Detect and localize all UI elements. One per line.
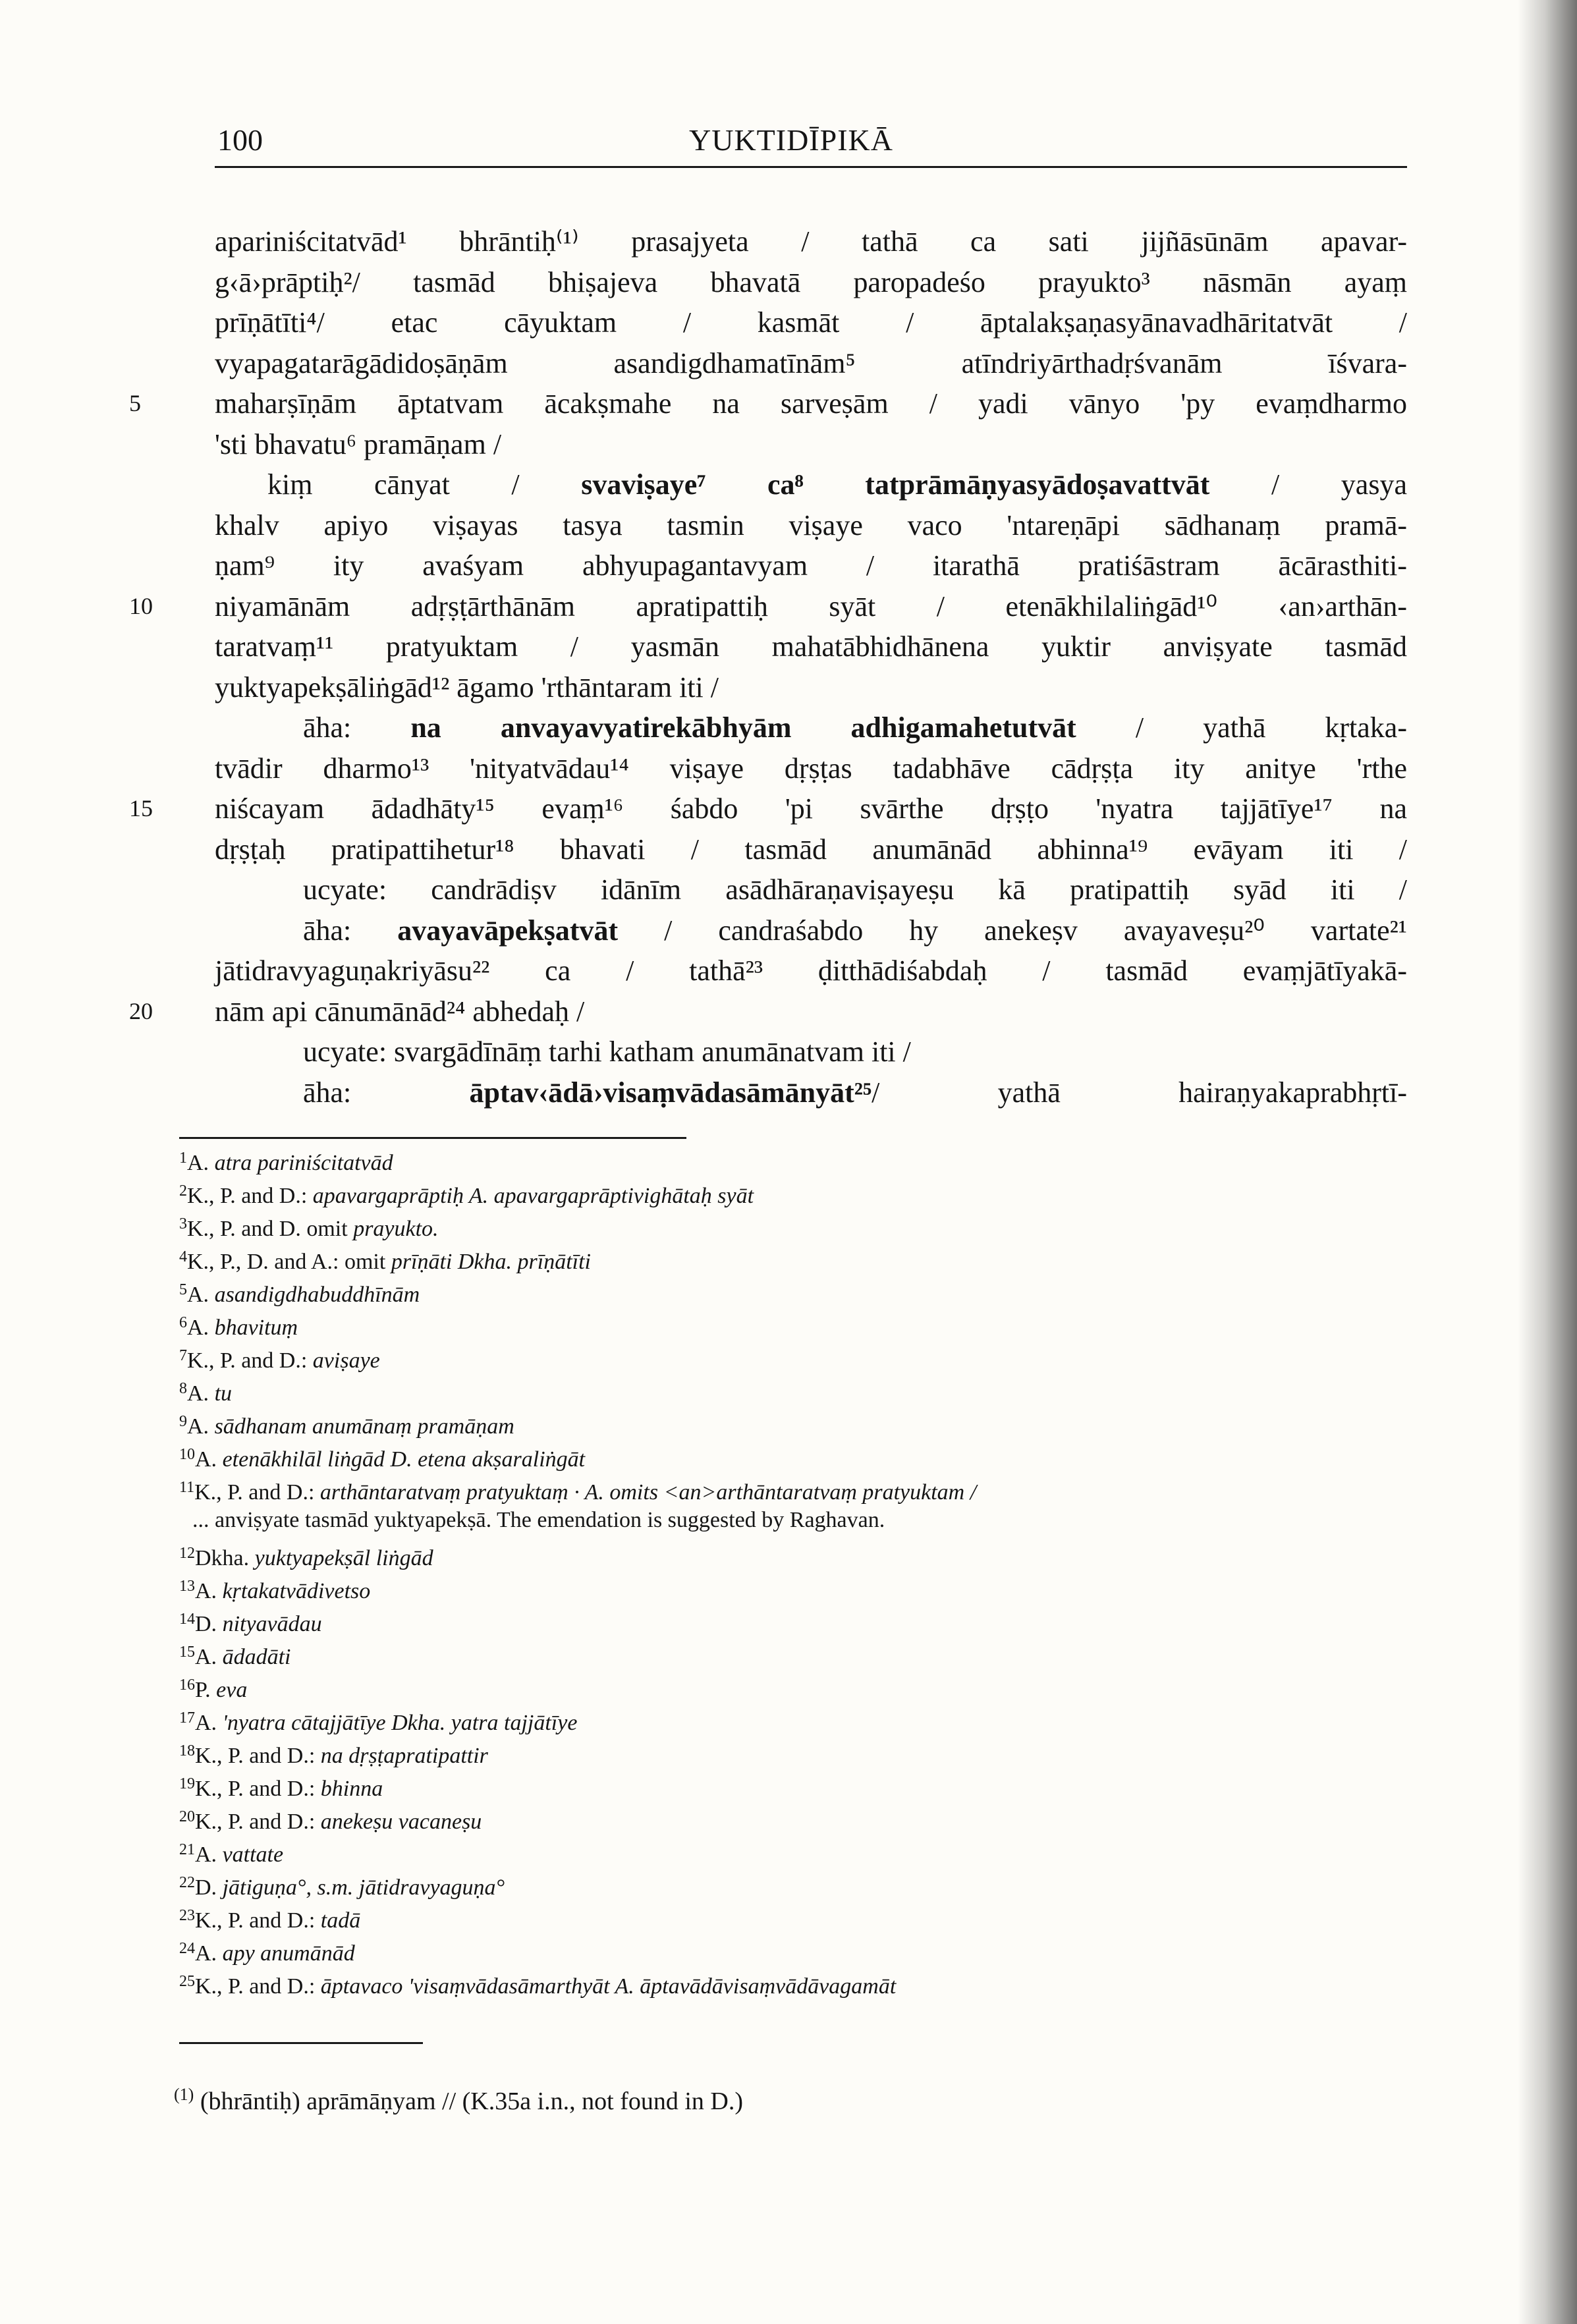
footnote-text: A. apy anumānād: [195, 1941, 355, 1966]
footnote-text: K., P. and D.: arthāntaratvaṃ pratyuktaṃ · A. omits <an>arthāntaratvaṃ pratyuktam /: [194, 1480, 977, 1505]
footnote: [179, 1570, 1404, 1603]
text-line: yuktyapekṣāliṅgād¹² āgamo 'rthāntaram iti /: [215, 671, 719, 704]
footnote: [179, 1438, 1404, 1471]
text-line: taratvaṃ¹¹ pratyuktam / yasmān mahatābhidhānena yuktir anviṣyate tasmād: [215, 630, 1407, 663]
footnote: [179, 1405, 1404, 1438]
running-title: YUKTIDĪPIKĀ: [689, 123, 893, 157]
footnote-text: K., P. and D.: āptavaco 'visaṃvādasāmarthyāt A. āptavādāvisaṃvādāvagamāt: [195, 1974, 897, 1999]
footnote: [179, 1702, 1404, 1734]
footnote-text: A. sādhanam anumānaṃ pramāṇam: [187, 1414, 514, 1439]
page-number: 100: [217, 123, 263, 157]
footnote-text: A. etenākhilāl liṅgād D. etena akṣaraliṅgāt: [195, 1447, 586, 1472]
footnote-text: Dkha. yuktyapekṣāl liṅgād: [195, 1546, 433, 1570]
footnote-number: 19: [179, 1775, 195, 1792]
bottom-note-rule: [179, 2042, 423, 2044]
footnote: [179, 1965, 1404, 1998]
footnote-number: 25: [179, 1973, 195, 1990]
line-number: 10: [129, 592, 153, 619]
footnote-number: 13: [179, 1578, 195, 1595]
bottom-note: [174, 2085, 743, 2116]
footnote: [179, 1339, 1404, 1372]
footnote-text: K., P. and D. omit prayukto.: [187, 1217, 439, 1241]
footnote-number: 12: [179, 1545, 195, 1562]
text-line: āha: āptav‹ādā›visaṃvādasāmānyāt²⁵/ yathā hairaṇyakaprabhṛtī-: [303, 1076, 1407, 1109]
footnote: [179, 1899, 1404, 1932]
footnote: [179, 1833, 1404, 1866]
footnote: [179, 1734, 1404, 1767]
text-line: ṇam⁹ ity avaśyam abhyupagantavyam / itarathā pratiśāstram ācārasthiti-: [215, 549, 1407, 582]
footnote-text: A. vattate: [195, 1842, 284, 1867]
footnote-number: 1: [179, 1149, 187, 1167]
text-line: khalv apiyo viṣayas tasya tasmin viṣaye vaco 'ntareṇāpi sādhanaṃ pramā-: [215, 509, 1407, 541]
footnote: [179, 1372, 1404, 1405]
footnote-text: K., P. and D.: anekeṣu vacaneṣu: [195, 1810, 482, 1834]
footnote: [179, 1636, 1404, 1669]
footnote-number: 22: [179, 1874, 195, 1891]
footnote: [179, 1175, 1404, 1207]
footnote-number: 11: [179, 1479, 195, 1496]
footnote: [179, 1142, 1404, 1175]
footnote: [179, 1240, 1404, 1273]
footnote-number: 20: [179, 1808, 195, 1825]
text-line: 'sti bhavatu⁶ pramāṇam /: [215, 428, 502, 460]
text-line: prīṇātīti⁴/ etac cāyuktam / kasmāt / āptalakṣaṇasyānavadhāritatvāt /: [215, 306, 1407, 339]
footnote-number: 5: [179, 1281, 187, 1298]
footnote-number: 3: [179, 1215, 187, 1232]
footnote-number: 23: [179, 1907, 195, 1924]
text-line: ucyate: candrādiṣv idānīm asādhāraṇaviṣayeṣu kā pratipattiḥ syād iti /: [303, 873, 1407, 906]
text-line: nām api cānumānād²⁴ abhedaḥ / 20: [215, 991, 1407, 1032]
footnote-number: 6: [179, 1314, 187, 1331]
text-line: kiṃ cānyat / svaviṣaye⁷ ca⁸ tatprāmāṇyasyādoṣavattvāt / yasya: [267, 468, 1407, 501]
footnote-rule: [179, 1137, 686, 1139]
bottom-note-text: (bhrāntiḥ) aprāmāṇyam // (K.35a i.n., not found in D.): [200, 2088, 744, 2115]
text-line: ucyate: svargādīnāṃ tarhi katham anumānatvam iti /: [303, 1036, 911, 1068]
text-line: āha: na anvayavyatirekābhyām adhigamahetutvāt / yathā kṛtaka-: [303, 711, 1407, 744]
footnote-number: 17: [179, 1709, 195, 1727]
footnote-text: K., P. and D.: na dṛṣṭapratipattir: [195, 1744, 488, 1768]
footnote: [179, 1932, 1404, 1965]
footnote-text: K., P. and D.: tadā: [195, 1908, 361, 1933]
footnote-number: 16: [179, 1676, 195, 1694]
footnote: [179, 1504, 1404, 1537]
footnote-text: P. eva: [195, 1678, 248, 1702]
line-number: 15: [129, 795, 153, 821]
footnote-number: 14: [179, 1611, 195, 1628]
footnote: [179, 1537, 1404, 1570]
footnote-text: A. tu: [187, 1381, 233, 1406]
footnote-text: A. asandigdhabuddhīnām: [187, 1283, 420, 1307]
footnotes: [179, 1142, 1404, 1998]
footnote: [179, 1603, 1404, 1636]
footnote-number: 24: [179, 1940, 195, 1957]
footnote: [179, 1866, 1404, 1899]
footnote-text: K., P., D. and A.: omit prīṇāti Dkha. prīṇātīti: [187, 1250, 591, 1274]
footnote-number: 8: [179, 1380, 187, 1397]
footnote-text: A. ādadāti: [195, 1645, 291, 1669]
footnote: [179, 1273, 1404, 1306]
text-line: dṛṣṭaḥ pratipattihetur¹⁸ bhavati / tasmād anumānād abhinna¹⁹ evāyam iti /: [215, 833, 1407, 866]
line-number: 20: [129, 997, 153, 1024]
text-line: vyapagatarāgādidoṣāṇām asandigdhamatīnām⁵ atīndriyārthadṛśvanām īśvara-: [215, 346, 1407, 379]
footnote-number: 9: [179, 1413, 187, 1430]
line-number: 5: [129, 390, 141, 416]
main-text: [129, 221, 1407, 1113]
footnote: [179, 1800, 1404, 1833]
text-line: apariniścitatvād¹ bhrāntiḥ⁽¹⁾ prasajyeta / tathā ca sati jijñāsūnām apavar-: [215, 225, 1407, 258]
bottom-note-marker: (1): [174, 2085, 194, 2104]
text-line: maharṣīṇām āptatvam ācakṣmahe na sarveṣām / yadi vānyo 'py evaṃdharmo 5: [215, 383, 1407, 424]
footnote: [179, 1767, 1404, 1800]
footnote: [179, 1207, 1404, 1240]
text-line: niścayam ādadhāty¹⁵ evaṃ¹⁶ śabdo 'pi svārthe dṛṣṭo 'nyatra tajjātīye¹⁷ na 15: [215, 788, 1407, 829]
footnote-number: 2: [179, 1182, 187, 1200]
footnote-text: K., P. and D.: bhinna: [195, 1777, 383, 1801]
footnote-number: 10: [179, 1446, 195, 1463]
text-line: āha: avayavāpekṣatvāt / candraśabdo hy anekeṣv avayaveṣu²⁰ vartate²¹: [303, 914, 1407, 947]
footnote: [179, 1669, 1404, 1702]
text-line: tvādir dharmo¹³ 'nityatvādau¹⁴ viṣaye dṛṣṭas tadabhāve cādṛṣṭa ity anitye 'rthe: [215, 752, 1407, 785]
footnote: [179, 1471, 1404, 1504]
footnote: [179, 1306, 1404, 1339]
text-line: g‹ā›prāptiḥ²/ tasmād bhiṣajeva bhavatā paropadeśo prayukto³ nāsmān ayaṃ: [215, 265, 1407, 298]
footnote-text: A. atra pariniścitatvād: [187, 1151, 393, 1175]
footnote-text: A. 'nyatra cātajjātīye Dkha. yatra tajjātīye: [195, 1711, 578, 1735]
footnote-text: A. bhavituṃ: [187, 1315, 298, 1340]
footnote-text: ... anviṣyate tasmād yuktyapekṣā. The emendation is suggested by Raghavan.: [192, 1508, 885, 1532]
running-header: [215, 120, 1407, 168]
text-line: jātidravyaguṇakriyāsu²² ca / tathā²³ ḍitthādiśabdaḥ / tasmād evaṃjātīyakā-: [215, 954, 1407, 987]
footnote-text: K., P. and D.: apavargaprāptiḥ A. apavargaprāptivighātaḥ syāt: [187, 1184, 754, 1208]
footnote-number: 15: [179, 1644, 195, 1661]
footnote-number: 7: [179, 1347, 187, 1364]
footnote-text: A. kṛtakatvādivetso: [195, 1579, 371, 1603]
footnote-text: D. nityavādau: [195, 1612, 322, 1636]
scan-edge-shadow: [1518, 0, 1577, 2324]
text-line: niyamānām adṛṣṭārthānām apratipattiḥ syāt / etenākhilaliṅgād¹⁰ ‹an›arthān- 10: [215, 586, 1407, 627]
footnote-number: 21: [179, 1841, 195, 1858]
footnote-number: 4: [179, 1248, 187, 1265]
footnote-number: 18: [179, 1742, 195, 1759]
footnote-text: K., P. and D.: aviṣaye: [187, 1348, 380, 1373]
footnote-text: D. jātiguṇa°, s.m. jātidravyaguṇa°: [195, 1875, 505, 1900]
